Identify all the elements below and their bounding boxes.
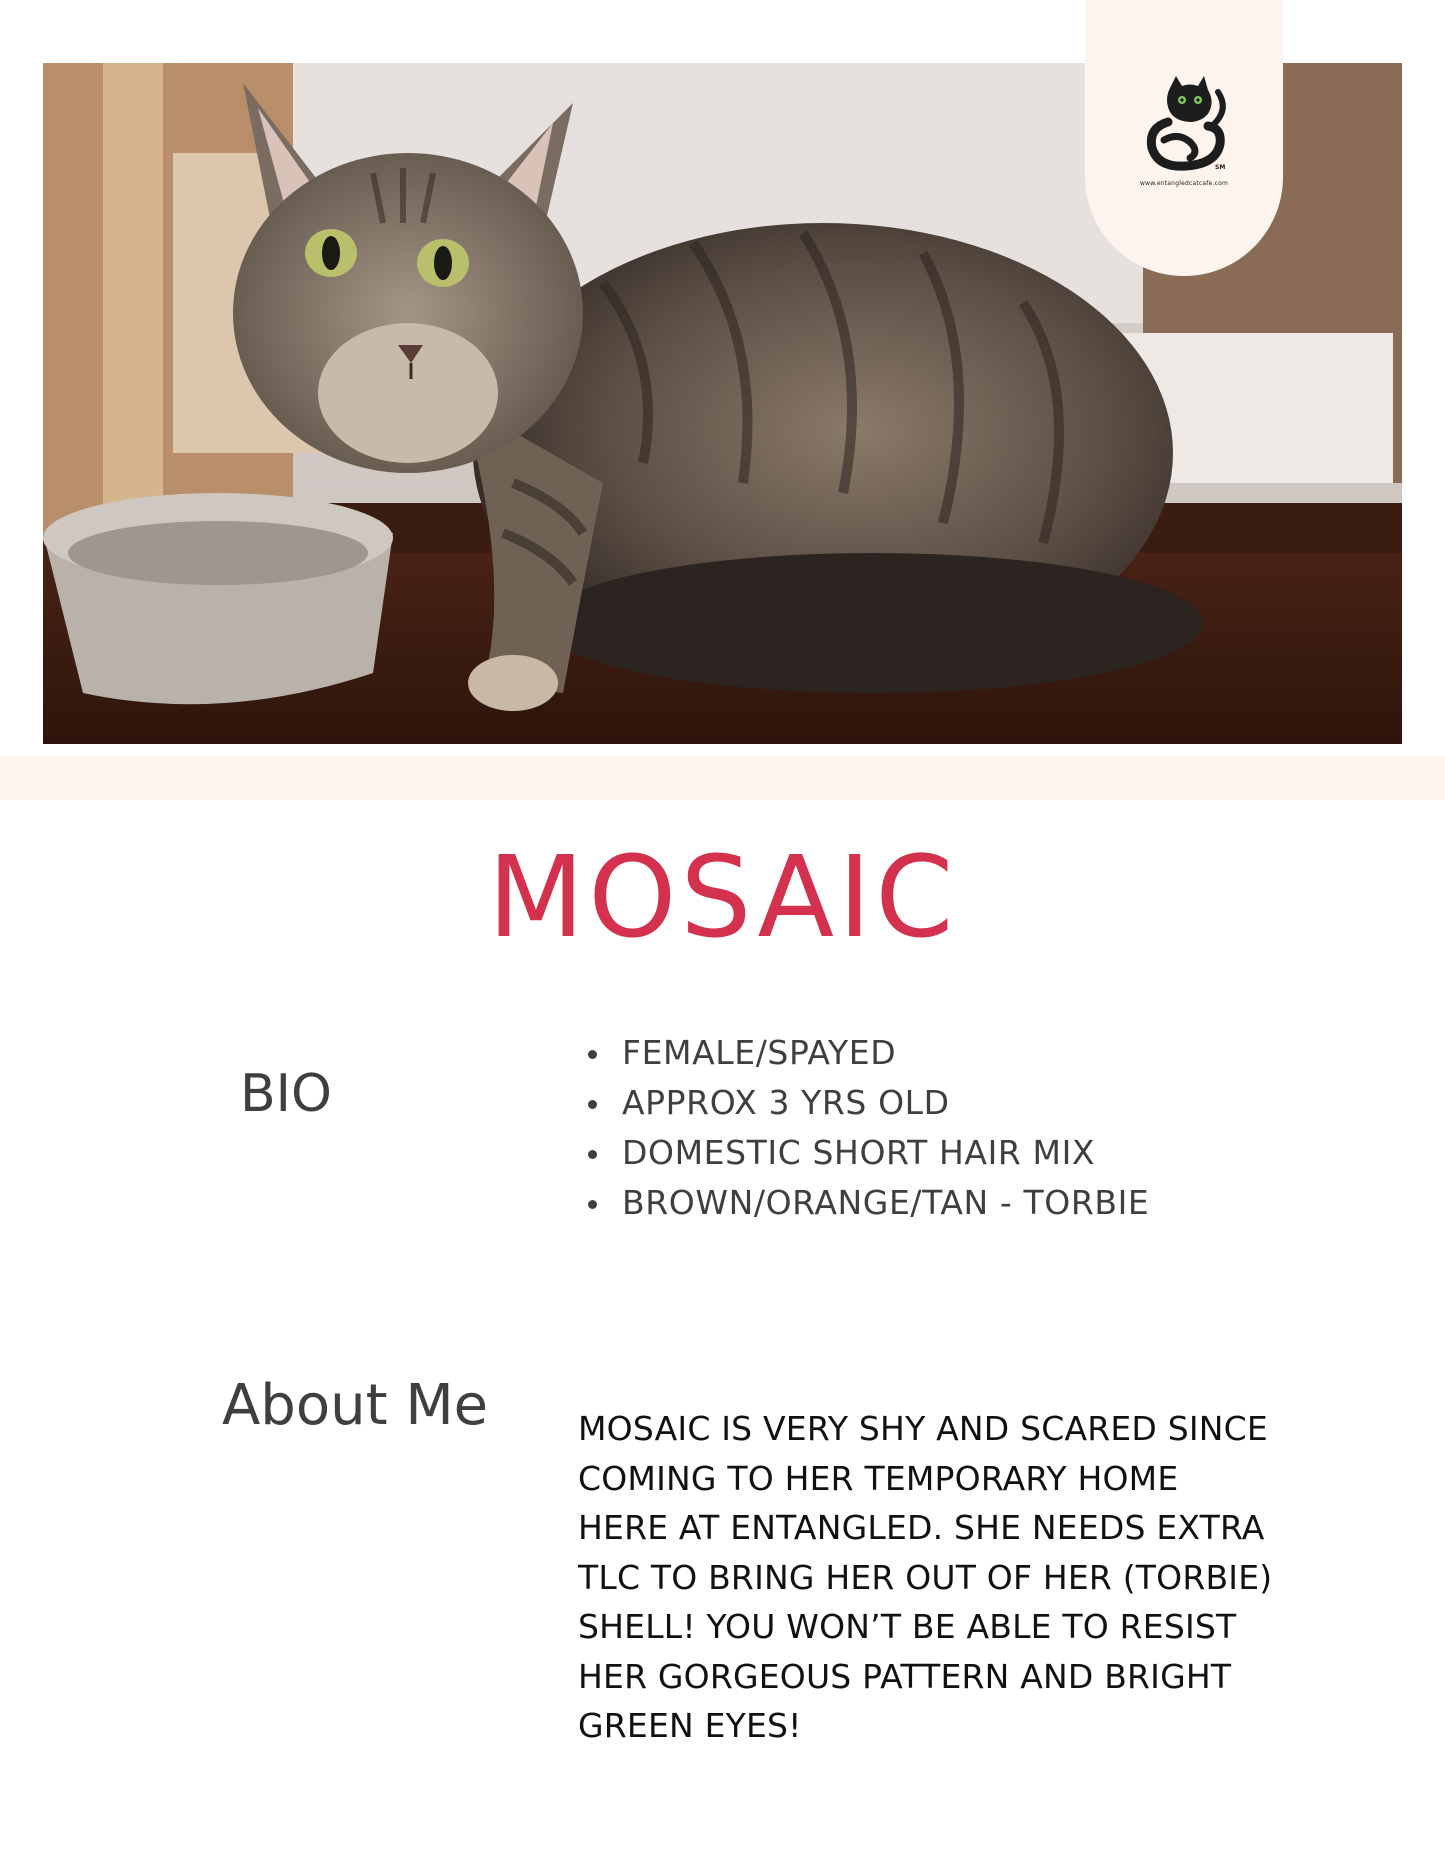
bio-item bbox=[588, 1028, 1149, 1078]
about-me-text bbox=[578, 1404, 1298, 1751]
bio-item bbox=[588, 1128, 1149, 1178]
about-line: HERE AT ENTANGLED. SHE NEEDS EXTRA bbox=[578, 1508, 1265, 1547]
bio-item bbox=[588, 1178, 1149, 1228]
about-me-heading: About Me bbox=[222, 1373, 489, 1438]
bio-item-text: BROWN/ORANGE/TAN - TORBIE bbox=[622, 1183, 1150, 1222]
logo-website-url: www.entangledcatcafe.com bbox=[1139, 180, 1228, 187]
bullet-icon bbox=[588, 1150, 597, 1159]
bio-item-text: FEMALE/SPAYED bbox=[622, 1033, 897, 1072]
about-line: TLC TO BRING HER OUT OF HER (TORBIE) bbox=[578, 1557, 1273, 1597]
cat-name-title: MOSAIC bbox=[487, 833, 958, 963]
logo-badge bbox=[1085, 0, 1283, 276]
bullet-icon bbox=[588, 1200, 597, 1209]
bio-item bbox=[588, 1078, 1149, 1128]
bullet-icon bbox=[588, 1100, 597, 1109]
about-line: COMING TO HER TEMPORARY HOME bbox=[578, 1458, 1179, 1498]
bio-item-text: DOMESTIC SHORT HAIR MIX bbox=[622, 1133, 1096, 1172]
bio-item-text: APPROX 3 YRS OLD bbox=[622, 1083, 950, 1122]
bio-heading: BIO bbox=[240, 1064, 332, 1124]
bio-list bbox=[588, 1028, 1149, 1228]
bullet-icon bbox=[588, 1050, 597, 1059]
about-line: SHELL! YOU WON’T BE ABLE TO RESIST bbox=[578, 1607, 1237, 1646]
about-line: GREEN EYES! bbox=[578, 1706, 802, 1745]
cream-band bbox=[0, 756, 1445, 800]
about-line: HER GORGEOUS PATTERN AND BRIGHT bbox=[578, 1656, 1232, 1696]
logo-service-mark: SM bbox=[1215, 164, 1226, 171]
about-line: MOSAIC IS VERY SHY AND SCARED SINCE bbox=[578, 1409, 1268, 1448]
